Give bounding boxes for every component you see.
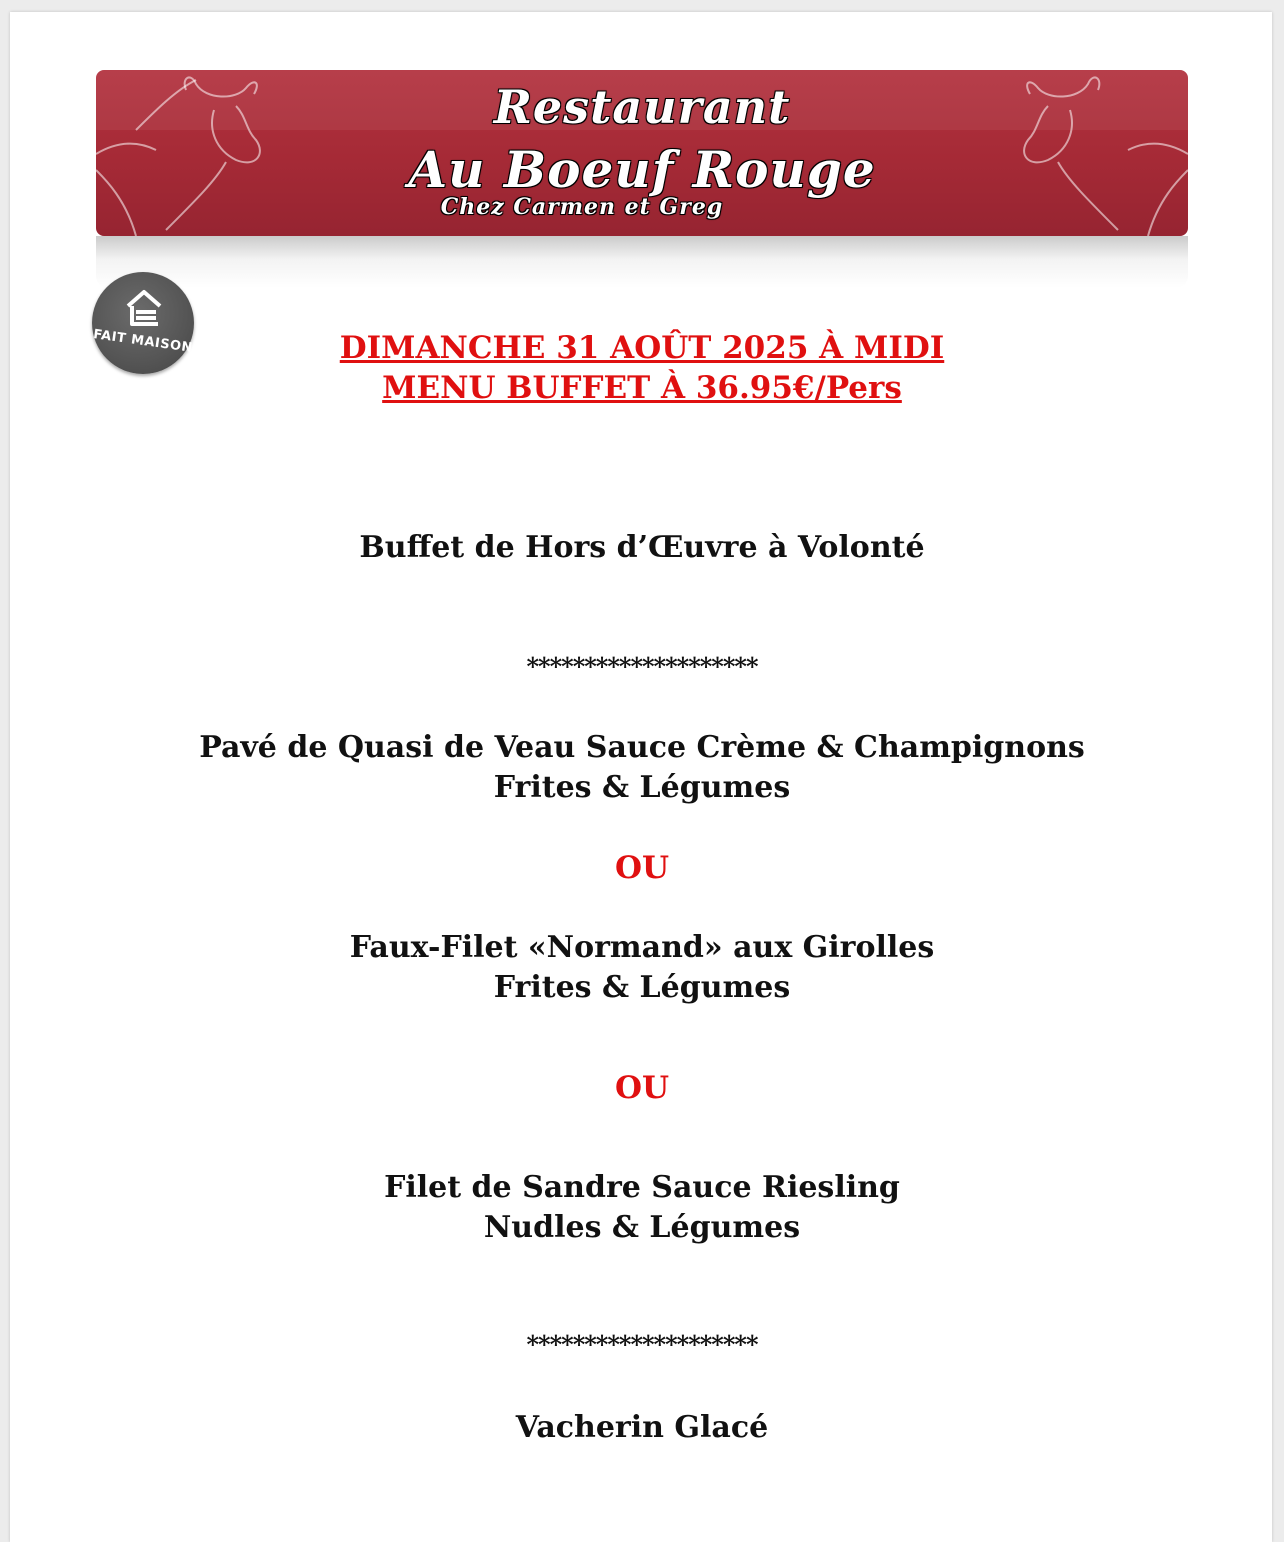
main-course-1-sides: Frites & Légumes [493,770,791,805]
menu-date-title: DIMANCHE 31 AOÛT 2025 À MIDI [339,330,945,366]
house-icon [122,286,166,330]
starter-item: Buffet de Hors d’Œuvre à Volonté [359,530,925,565]
banner-restaurant-name: Au Boeuf Rouge [408,140,876,199]
dessert-item: Vacherin Glacé [515,1410,769,1445]
or-divider: OU [614,850,670,886]
menu-price-title: MENU BUFFET À 36.95€/Pers [382,370,902,406]
main-course-3-sides: Nudles & Légumes [483,1210,801,1245]
main-course-3-name: Filet de Sandre Sauce Riesling [384,1170,900,1205]
banner-owners: Chez Carmen et Greg [440,194,724,220]
main-course-1-name: Pavé de Quasi de Veau Sauce Crème & Champignons [199,730,1085,765]
badge-label: FAIT MAISON [92,327,194,356]
banner-restaurant-word: Restaurant [493,80,791,134]
separator: ******************** [526,1330,758,1359]
banner-reflection [96,236,1188,288]
restaurant-banner [96,70,1188,236]
main-course-2-name: Faux-Filet «Normand» aux Girolles [349,930,935,965]
or-divider: OU [614,1070,670,1106]
main-course-2-sides: Frites & Légumes [493,970,791,1005]
separator: ******************** [526,652,758,681]
